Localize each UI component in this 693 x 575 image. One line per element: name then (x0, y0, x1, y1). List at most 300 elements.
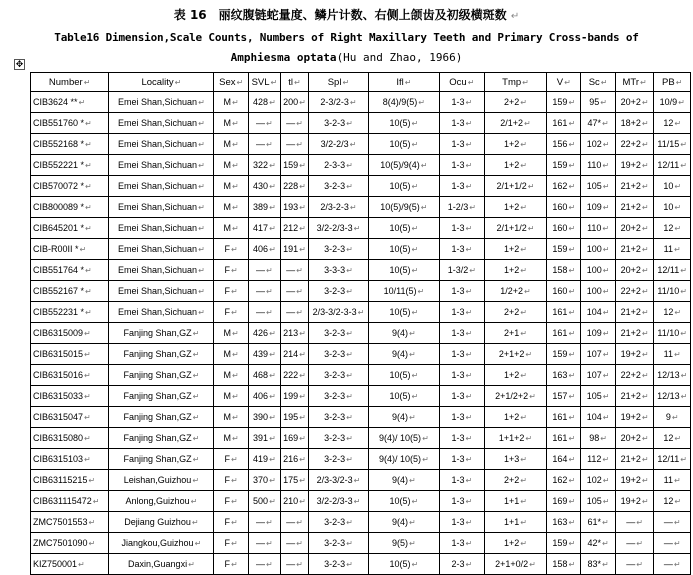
table-cell (581, 155, 615, 176)
table-cell (581, 113, 615, 134)
table-cell (581, 239, 615, 260)
table-cell (214, 386, 248, 407)
paragraph-mark-icon: ↵ (411, 245, 419, 254)
cell-value: 214 (283, 349, 299, 359)
paragraph-mark-icon: ↵ (674, 182, 682, 191)
paragraph-mark-icon: ↵ (568, 266, 576, 275)
table-cell (214, 197, 248, 218)
table-cell (281, 92, 309, 113)
cell-value: 1+1+2 (498, 433, 525, 443)
paragraph-mark-icon: ↵ (602, 287, 610, 296)
cell-value: 10(5) (389, 118, 411, 128)
column-header-label: V (556, 76, 564, 88)
cell-value: 1-3 (451, 412, 465, 422)
cell-value: 110 (587, 160, 602, 170)
table-cell (581, 218, 615, 239)
paragraph-mark-icon: ↵ (520, 455, 527, 464)
paragraph-mark-icon: ↵ (465, 434, 473, 443)
cell-value: F (224, 244, 231, 254)
table-cell (484, 344, 546, 365)
table-cell (581, 134, 615, 155)
cell-value: 3/2-2/3-3 (316, 223, 353, 233)
paragraph-mark-icon: ↵ (520, 371, 527, 380)
cell-value: 9(4)/ 10(5) (379, 433, 422, 443)
cell-value: 12 (663, 433, 674, 443)
cell-value: M (223, 181, 232, 191)
cell-value: — (256, 139, 266, 149)
paragraph-mark-icon: ↵ (198, 308, 205, 317)
paragraph-mark-icon: ↵ (568, 455, 576, 464)
paragraph-mark-icon: ↵ (84, 329, 91, 338)
paragraph-mark-icon: ↵ (198, 245, 205, 254)
cell-value: — (256, 538, 266, 548)
paragraph-mark-icon: ↵ (674, 245, 681, 254)
paragraph-mark-icon: ↵ (269, 455, 276, 464)
paragraph-mark-icon: ↵ (84, 350, 91, 359)
paragraph-mark-icon: ↵ (192, 350, 200, 359)
cell-value: M (223, 223, 232, 233)
cell-value: 9(4) (392, 412, 409, 422)
paragraph-mark-icon: ↵ (88, 518, 96, 527)
paragraph-mark-icon: ↵ (602, 518, 609, 527)
column-header-label: Number (48, 76, 83, 88)
paragraph-mark-icon: ↵ (232, 98, 239, 107)
table-row (31, 218, 691, 239)
cell-value: 1-3 (451, 517, 465, 527)
table-cell (109, 113, 214, 134)
table-cell (109, 449, 214, 470)
cell-value: 419 (253, 454, 269, 464)
cell-value: 199 (283, 391, 299, 401)
cell-value: — (626, 517, 636, 527)
cell-value: 22+2 (620, 370, 641, 380)
table-cell (281, 197, 309, 218)
cell-value: CIB551764 * (33, 265, 85, 275)
table-row (31, 113, 691, 134)
table-cell (31, 92, 109, 113)
cell-value: 430 (253, 181, 269, 191)
table-cell (31, 386, 109, 407)
cell-value: M (223, 328, 232, 338)
table-cell (484, 428, 546, 449)
paragraph-mark-icon: ↵ (231, 287, 238, 296)
table-cell (654, 365, 691, 386)
table-cell (581, 512, 615, 533)
cell-value: 158 (552, 559, 568, 569)
cell-value: 1-3 (451, 391, 465, 401)
table-cell (615, 428, 654, 449)
cell-value: 159 (283, 160, 299, 170)
cell-value: — (286, 118, 296, 128)
cell-value: 169 (283, 433, 299, 443)
table-cell (248, 281, 280, 302)
table-cell (281, 365, 309, 386)
column-header-label: Sc (588, 76, 600, 88)
table-cell (31, 449, 109, 470)
cell-value: M (223, 139, 232, 149)
table-cell (281, 512, 309, 533)
table-cell (654, 491, 691, 512)
cell-value: — (626, 559, 636, 569)
table-cell (484, 239, 546, 260)
table-cell (308, 176, 368, 197)
paragraph-mark-icon: ↵ (88, 539, 96, 548)
cell-value: M (223, 433, 232, 443)
cell-value: 21+2 (620, 391, 641, 401)
column-header (109, 73, 214, 92)
paragraph-mark-icon: ↵ (680, 287, 687, 296)
table-cell (31, 281, 109, 302)
table-cell (439, 449, 484, 470)
table-cell (214, 449, 248, 470)
paragraph-mark-icon: ↵ (568, 182, 576, 191)
paragraph-mark-icon: ↵ (85, 161, 92, 170)
cell-value: Emei Shan,Sichuan (118, 181, 198, 191)
paragraph-mark-icon: ↵ (568, 350, 576, 359)
cell-value: — (286, 307, 296, 317)
cell-value: 11/15 (657, 139, 680, 149)
paragraph-mark-icon: ↵ (269, 371, 276, 380)
cell-value: 10/11(5) (383, 286, 417, 296)
paragraph-mark-icon: ↵ (231, 476, 238, 485)
cell-value: 3/2-2/3 (320, 139, 349, 149)
paragraph-mark-icon: ↵ (191, 518, 199, 527)
cell-value: 159 (552, 538, 568, 548)
paragraph-mark-icon: ↵ (641, 182, 649, 191)
cell-value: Emei Shan,Sichuan (118, 307, 198, 317)
paragraph-mark-icon: ↵ (232, 350, 239, 359)
table-cell (308, 218, 368, 239)
paragraph-mark-icon: ↵ (232, 329, 239, 338)
table-cell (547, 554, 581, 575)
table-row (31, 386, 691, 407)
cell-value: CIB3624 ** (33, 97, 78, 107)
table-cell (308, 239, 368, 260)
paragraph-mark-icon: ↵ (568, 392, 576, 401)
cell-value: 19+2 (620, 412, 641, 422)
table-cell (109, 533, 214, 554)
table-cell (484, 386, 546, 407)
paragraph-mark-icon: ↵ (529, 392, 536, 401)
table-cell (368, 407, 439, 428)
paragraph-mark-icon: ↵ (349, 140, 357, 149)
table-cell (368, 428, 439, 449)
table-cell (109, 470, 214, 491)
cell-value: 160 (552, 202, 568, 212)
cell-value: F (224, 538, 231, 548)
paragraph-mark-icon: ↵ (232, 119, 239, 128)
paragraph-mark-icon: ↵ (198, 182, 205, 191)
table-move-handle-icon[interactable]: ✥ (15, 60, 24, 70)
column-header-label: Spl (327, 76, 342, 88)
cell-value: 102 (586, 139, 602, 149)
table-cell (547, 197, 581, 218)
paragraph-mark-icon: ↵ (467, 77, 475, 87)
table-cell (368, 197, 439, 218)
cell-value: 2+1+2 (498, 349, 525, 359)
table-cell (615, 470, 654, 491)
paragraph-mark-icon: ↵ (568, 371, 576, 380)
paragraph-mark-icon: ↵ (349, 203, 357, 212)
paragraph-mark-icon: ↵ (299, 224, 306, 233)
paragraph-mark-icon: ↵ (520, 266, 527, 275)
paragraph-mark-icon: ↵ (636, 518, 643, 527)
paragraph-mark-icon: ↵ (346, 539, 353, 548)
cell-value: 3-2-3 (324, 391, 346, 401)
paragraph-mark-icon: ↵ (269, 392, 276, 401)
table-cell (654, 155, 691, 176)
table-cell (615, 113, 654, 134)
cell-value: 1-3 (451, 538, 465, 548)
table-cell (214, 218, 248, 239)
paragraph-mark-icon: ↵ (299, 476, 306, 485)
table-cell (439, 428, 484, 449)
cell-value: 159 (552, 244, 568, 254)
cell-value: F (224, 517, 231, 527)
cell-value: 9(4) (392, 517, 409, 527)
paragraph-mark-icon: ↵ (269, 182, 276, 191)
paragraph-mark-icon: ↵ (602, 245, 610, 254)
cell-value: 3-2-3 (324, 181, 346, 191)
cell-value: 2/1+1/2 (496, 223, 527, 233)
cell-value: — (286, 517, 296, 527)
column-header-label: SVL (251, 76, 270, 88)
cell-value: 161 (552, 433, 568, 443)
cell-value: F (224, 559, 231, 569)
cell-value: 22+2 (620, 139, 641, 149)
paragraph-mark-icon: ↵ (88, 476, 96, 485)
table-row (31, 302, 691, 323)
table-cell (31, 218, 109, 239)
table-cell (308, 533, 368, 554)
cell-value: 162 (552, 181, 568, 191)
paragraph-mark-icon: ↵ (641, 266, 649, 275)
table-cell (281, 533, 309, 554)
paragraph-mark-icon: ↵ (641, 434, 649, 443)
cell-value: 406 (253, 244, 269, 254)
cell-value: F (224, 265, 231, 275)
table-cell (248, 134, 280, 155)
paragraph-mark-icon: ↵ (602, 182, 610, 191)
table-cell (439, 176, 484, 197)
cell-value: 1+2 (504, 139, 520, 149)
cell-value: M (223, 160, 232, 170)
cell-value: 2-3 (451, 559, 465, 569)
table-cell (31, 113, 109, 134)
paragraph-mark-icon: ↵ (520, 203, 527, 212)
paragraph-mark-icon: ↵ (269, 434, 276, 443)
paragraph-mark-icon: ↵ (349, 98, 357, 107)
paragraph-mark-icon: ↵ (299, 455, 306, 464)
citation: (Hu and Zhao, 1966) (336, 51, 463, 64)
paragraph-mark-icon: ↵ (568, 560, 576, 569)
table-cell (368, 449, 439, 470)
cell-value: 164 (552, 454, 568, 464)
cell-value: CIB-R00II * (33, 244, 79, 254)
table-cell (308, 554, 368, 575)
table-cell (368, 176, 439, 197)
paragraph-mark-icon: ↵ (409, 518, 416, 527)
cell-value: 112 (587, 454, 602, 464)
cell-value: 1-3 (451, 328, 465, 338)
table-cell (368, 386, 439, 407)
paragraph-mark-icon: ↵ (674, 350, 681, 359)
table-cell (109, 344, 214, 365)
cell-value: — (286, 139, 296, 149)
cell-value: — (256, 517, 266, 527)
cell-value: 83* (587, 559, 601, 569)
cell-value: Emei Shan,Sichuan (118, 244, 198, 254)
cell-value: 21+2 (620, 454, 641, 464)
table-cell (109, 407, 214, 428)
table-cell (547, 491, 581, 512)
paragraph-mark-icon: ↵ (520, 497, 527, 506)
paragraph-mark-icon: ↵ (641, 497, 649, 506)
paragraph-mark-icon: ↵ (231, 497, 238, 506)
cell-value: 104 (586, 307, 602, 317)
cell-value: 10(5) (389, 265, 411, 275)
table-cell (484, 533, 546, 554)
paragraph-mark-icon: ↵ (641, 476, 649, 485)
paragraph-mark-icon: ↵ (296, 539, 303, 548)
table-cell (615, 386, 654, 407)
table-cell (248, 554, 280, 575)
table-cell (654, 533, 691, 554)
cell-value: CIB63115215 (33, 475, 88, 485)
paragraph-mark-icon: ↵ (568, 308, 576, 317)
paragraph-mark-icon: ↵ (411, 392, 419, 401)
cell-value: 222 (283, 370, 299, 380)
table-cell (547, 344, 581, 365)
cell-value: 20+2 (620, 433, 641, 443)
table-cell (308, 470, 368, 491)
cell-value: 2-3/2-3 (320, 97, 349, 107)
cell-value: 12/11 (657, 454, 680, 464)
cell-value: 9 (665, 412, 671, 422)
column-header-label: Sex (219, 76, 236, 88)
paragraph-mark-icon: ↵ (639, 77, 647, 87)
cell-value: 1+1 (504, 496, 520, 506)
paragraph-mark-icon: ↵ (192, 413, 200, 422)
paragraph-mark-icon: ↵ (346, 161, 353, 170)
paragraph-mark-icon: ↵ (266, 308, 273, 317)
table-cell (615, 407, 654, 428)
paragraph-mark-icon: ↵ (85, 287, 92, 296)
table-cell (31, 323, 109, 344)
paragraph-mark-icon: ↵ (465, 371, 473, 380)
paragraph-mark-icon: ↵ (465, 182, 473, 191)
table-cell (368, 239, 439, 260)
cell-value: M (223, 118, 232, 128)
table-cell (248, 176, 280, 197)
table-cell (484, 134, 546, 155)
cell-value: CIB552221 * (33, 160, 85, 170)
cell-value: 10 (663, 181, 674, 191)
paragraph-mark-icon: ↵ (641, 287, 649, 296)
table-cell (214, 554, 248, 575)
paragraph-mark-icon: ↵ (465, 539, 473, 548)
column-header-label: Locality (141, 76, 174, 88)
table-cell (581, 92, 615, 113)
table-cell (109, 92, 214, 113)
table-cell (248, 449, 280, 470)
cell-value: 175 (283, 475, 299, 485)
paragraph-mark-icon: ↵ (198, 119, 205, 128)
cell-value: Fanjing Shan,GZ (123, 412, 192, 422)
cell-value: 9(4) (392, 475, 409, 485)
table-cell (368, 554, 439, 575)
paragraph-mark-icon: ↵ (411, 308, 419, 317)
table-cell (654, 449, 691, 470)
table-cell (248, 344, 280, 365)
cell-value: 100 (586, 244, 602, 254)
cell-value: 210 (283, 496, 299, 506)
table-cell (654, 113, 691, 134)
paragraph-mark-icon: ↵ (198, 266, 205, 275)
table-cell (581, 554, 615, 575)
cell-value: 3-2-3 (324, 412, 346, 422)
table-cell (368, 512, 439, 533)
paragraph-mark-icon: ↵ (568, 497, 576, 506)
table-cell (31, 365, 109, 386)
table-cell (581, 323, 615, 344)
table-cell (654, 218, 691, 239)
paragraph-mark-icon: ↵ (680, 329, 687, 338)
table-cell (439, 344, 484, 365)
table-cell (654, 302, 691, 323)
paragraph-mark-icon: ↵ (266, 266, 273, 275)
cell-value: 2+2 (504, 475, 520, 485)
species-name: Amphiesma optata (230, 51, 337, 64)
paragraph-mark-icon: ↵ (269, 350, 276, 359)
cell-value: 42* (587, 538, 601, 548)
cell-value: 426 (253, 328, 269, 338)
table-cell (281, 218, 309, 239)
paragraph-mark-icon: ↵ (602, 413, 610, 422)
table-cell (368, 92, 439, 113)
cell-value: 12/11 (657, 160, 680, 170)
cell-value: 12 (663, 496, 674, 506)
specimen-table (30, 72, 691, 575)
table-cell (368, 218, 439, 239)
cell-value: 3-2-3 (324, 517, 346, 527)
table-cell (581, 197, 615, 218)
cell-value: 390 (253, 412, 269, 422)
table-row (31, 428, 691, 449)
cell-value: 11 (663, 349, 674, 359)
paragraph-mark-icon: ↵ (299, 392, 306, 401)
cell-value: 10(5) (389, 244, 411, 254)
cell-value: Emei Shan,Sichuan (118, 223, 198, 233)
table-cell (109, 512, 214, 533)
cell-value: — (256, 118, 266, 128)
table-cell (581, 176, 615, 197)
cell-value: Emei Shan,Sichuan (118, 97, 198, 107)
cell-value: 200 (283, 97, 299, 107)
paragraph-mark-icon: ↵ (673, 560, 681, 569)
cell-value: F (224, 475, 231, 485)
paragraph-mark-icon: ↵ (674, 203, 682, 212)
cell-value: 2+1+0/2 (495, 559, 529, 569)
table-cell (615, 365, 654, 386)
paragraph-mark-icon: ↵ (296, 518, 303, 527)
cell-value: 21+2 (620, 202, 641, 212)
table-cell (281, 239, 309, 260)
paragraph-mark-icon: ↵ (231, 266, 238, 275)
cell-value: 322 (253, 160, 269, 170)
cell-value: 417 (253, 223, 269, 233)
paragraph-mark-icon: ↵ (422, 434, 429, 443)
